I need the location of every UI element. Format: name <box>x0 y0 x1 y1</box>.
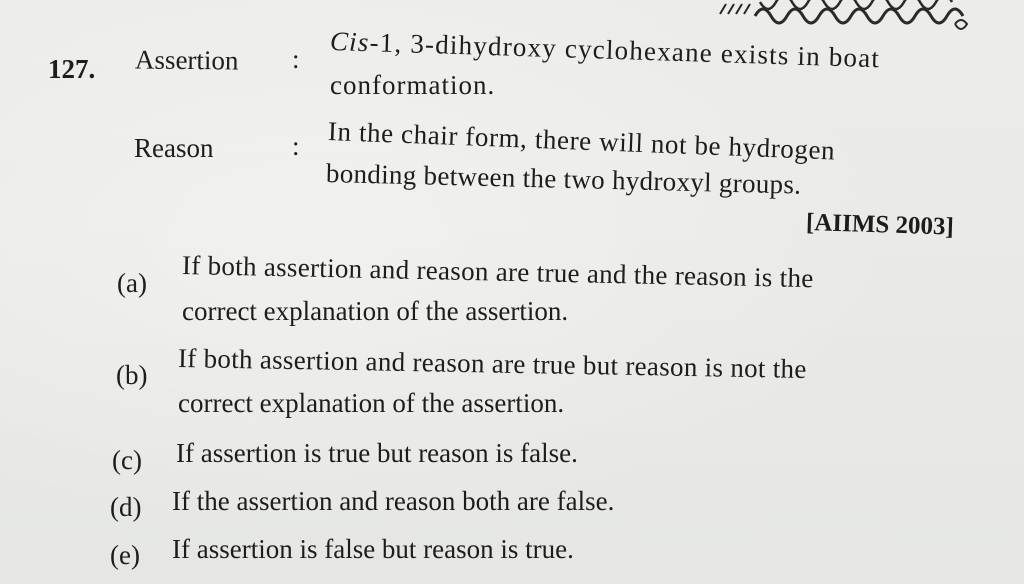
assertion-label: Assertion <box>134 44 239 76</box>
assertion-text-line2: conformation. <box>330 70 496 100</box>
option-a-line2: correct explanation of the assertion. <box>182 296 569 326</box>
reason-text-line2: bonding between the two hydroxyl groups. <box>325 158 802 200</box>
option-a-label: (a) <box>117 268 147 298</box>
option-c-label: (c) <box>112 445 142 475</box>
reason-label: Reason <box>134 133 214 163</box>
option-d-label: (d) <box>110 492 142 522</box>
option-d-line1: If the assertion and reason both are false. <box>172 486 615 516</box>
exam-citation: [AIIMS 2003] <box>805 209 955 241</box>
option-c-line1: If assertion is true but reason is false. <box>176 438 578 468</box>
assertion-italic-term: Cis <box>329 26 371 58</box>
option-b-label: (b) <box>116 360 148 390</box>
reason-text-line1: In the chair form, there will not be hydrogen <box>327 116 836 166</box>
option-e-line1: If assertion is false but reason is true. <box>172 534 574 564</box>
reason-colon: : <box>292 131 300 161</box>
option-b-line1: If both assertion and reason are true but reason is not the <box>177 343 807 384</box>
option-b-line2: correct explanation of the assertion. <box>178 388 565 418</box>
pen-scribble-mark <box>700 0 980 40</box>
option-a-line1: If both assertion and reason are true and the reason is the <box>181 250 814 294</box>
option-e-label: (e) <box>110 540 140 570</box>
question-number: 127. <box>48 54 96 84</box>
assertion-text-rest: -1, 3-dihydroxy cyclohexane exists in boat <box>369 27 881 74</box>
assertion-colon: : <box>292 44 300 74</box>
